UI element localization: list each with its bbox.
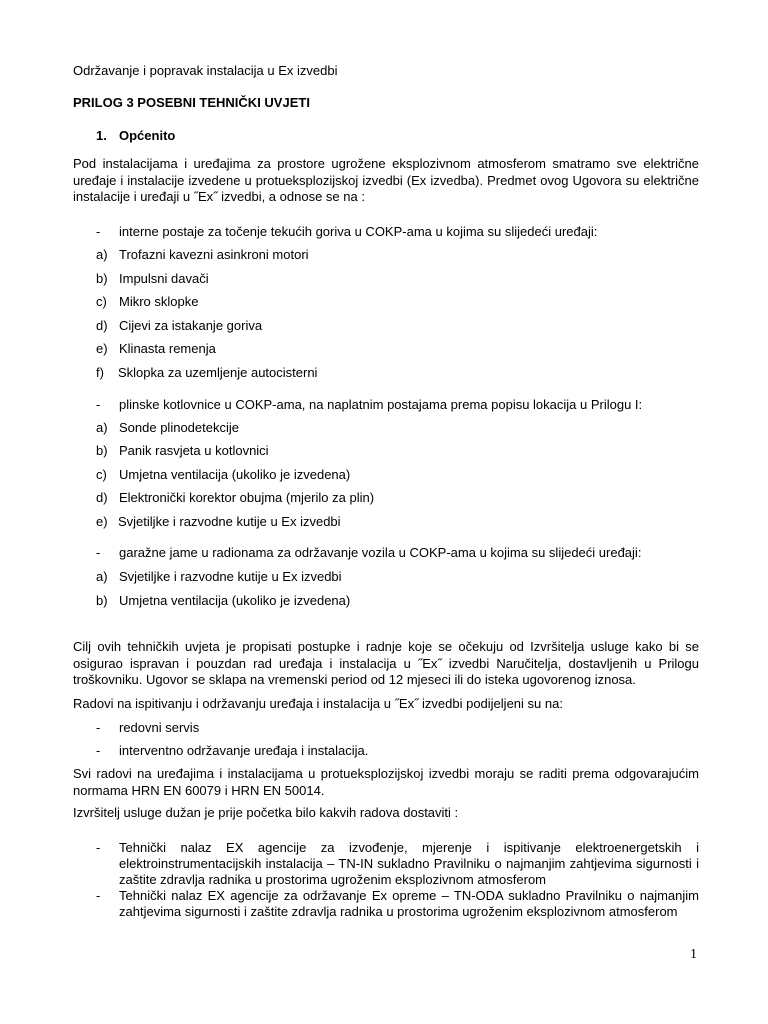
item-marker: a) [96,420,108,435]
group-title: plinske kotlovnice u COKP-ama, na naplatnim postajama prema popisu lokacija u Prilogu I: [119,397,643,412]
item-marker: c) [96,294,107,309]
item-marker: f) [96,365,104,380]
intro-paragraph: Pod instalacijama i uređajima za prostore ugrožene eksplozivnom atmosferom smatramo sve električne uređaje i instalacije izvedene u protueksplozijskoj izvedbi (Ex izvedba). Predmet ovog Ugovora su električne instalacije i uređaji u ˝Ex˝ izvedbi, a odnose se na : [73,156,699,204]
item-marker: d) [96,490,108,505]
item-text: Sonde plinodetekcije [119,420,239,435]
item-text: Cijevi za istakanje goriva [119,318,263,333]
item-text: Trofazni kavezni asinkroni motori [119,247,309,262]
item-marker: b) [96,593,108,608]
nalaz-text: Tehnički nalaz EX agencije za izvođenje, mjerenje i ispitivanje elektroenergetskih i elektroinstrumentacijskih instalacija – TN-IN sukladno Pravilniku o najmanjim zahtjevima sigurnosti i zaštite zdravlja radnika u prostorima ugroženim eksplozivnom atmosferom [119,840,699,887]
dash-marker: - [96,224,101,239]
page-number: 1 [690,947,697,962]
dash-marker: - [96,397,101,412]
cilj-paragraph: Cilj ovih tehničkih uvjeta je propisati postupke i radnje koje se očekuju od Izvršitelja usluge kako bi se osigurao ispravan i pouzdan rad uređaja i instalacija u ˝Ex˝ izvedbi Naručitelja, dostavljenih u Prilogu troškovniku. Ugovor se sklapa na vremenski period od 12 mjeseci ili do isteka ugovorenog iznosa. [73,639,699,687]
item-marker: b) [96,443,108,458]
document-header: Održavanje i popravak instalacija u Ex izvedbi [73,63,338,78]
item-marker: b) [96,271,108,286]
item-text: Svjetiljke i razvodne kutije u Ex izvedbi [118,514,341,529]
item-marker: e) [96,514,108,529]
item-marker: a) [96,569,108,584]
item-text: Impulsni davači [119,271,209,286]
item-marker: e) [96,341,108,356]
item-text: interventno održavanje uređaja i instalacija. [119,743,369,758]
prilog-title: PRILOG 3 POSEBNI TEHNIČKI UVJETI [73,95,310,110]
radovi-intro: Radovi na ispitivanju i održavanju uređaja i instalacija u ˝Ex˝ izvedbi podijeljeni su na: [73,696,563,711]
section-number: 1. [96,128,107,143]
group-title: interne postaje za točenje tekućih goriva u COKP-ama u kojima su slijedeći uređaji: [119,224,598,239]
section-title: Općenito [119,128,176,143]
item-text: Mikro sklopke [119,294,199,309]
dash-marker: - [96,888,101,903]
item-text: Panik rasvjeta u kotlovnici [119,443,269,458]
nalaz-text: Tehnički nalaz EX agencije za održavanje Ex opreme – TN-ODA sukladno Pravilniku o najmanjim zahtjevima sigurnosti i zaštite zdravlja radnika u prostorima ugroženim eksplozivnom atmosferom [119,888,699,919]
item-text: Klinasta remenja [119,341,216,356]
svi-radovi-paragraph: Svi radovi na uređajima i instalacijama u protueksplozijskoj izvedbi moraju se raditi prema odgovarajućim normama HRN EN 60079 i HRN EN 50014. [73,766,699,798]
item-text: Umjetna ventilacija (ukoliko je izvedena) [119,593,351,608]
dash-marker: - [96,545,101,560]
item-text: redovni servis [119,720,200,735]
group-title: garažne jame u radionama za održavanje vozila u COKP-ama u kojima su slijedeći uređaji: [119,545,642,560]
item-marker: a) [96,247,108,262]
item-text: Umjetna ventilacija (ukoliko je izvedena) [119,467,351,482]
izvrsitelj-paragraph: Izvršitelj usluge dužan je prije početka bilo kakvih radova dostaviti : [73,805,459,820]
dash-marker: - [96,840,101,855]
dash-marker: - [96,720,101,735]
item-text: Elektronički korektor obujma (mjerilo za plin) [119,490,375,505]
dash-marker: - [96,743,101,758]
item-text: Svjetiljke i razvodne kutije u Ex izvedbi [119,569,342,584]
item-marker: c) [96,467,107,482]
item-text: Sklopka za uzemljenje autocisterni [118,365,318,380]
item-marker: d) [96,318,108,333]
